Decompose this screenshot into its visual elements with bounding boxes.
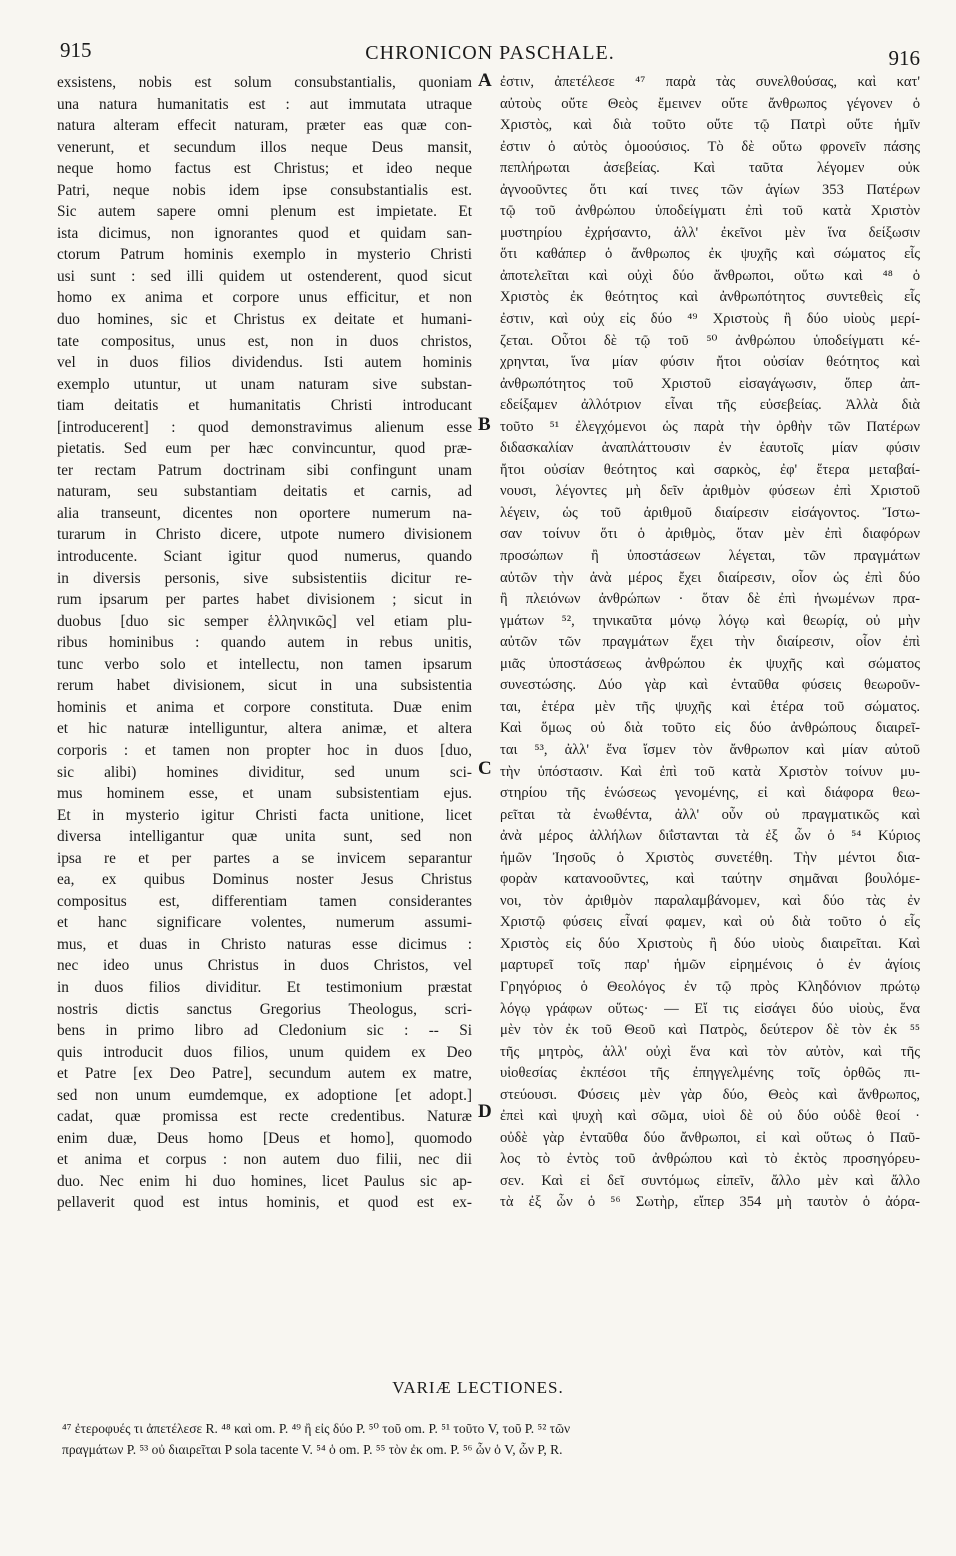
greek-text-line: διδασκαλίαν ἀναπλάττουσιν ἐν ἑαυτοῖς μίαν φύσιν <box>500 440 920 457</box>
latin-text-line: rerum habet divisionem, sicut in una subsistentia <box>57 677 472 695</box>
greek-text-line: τῷ τοῦ ἀνθρώπου ὑποδείγματι ἐπὶ τοῦ κατὰ Χριστὸν <box>500 203 920 220</box>
greek-text-line: χρηνται, ἵνα μίαν φύσιν ἤτοι οὐσίαν θεότητος καὶ <box>500 354 920 371</box>
latin-text-line: ea, ex quibus Dominus noster Jesus Christus <box>57 871 472 889</box>
greek-text-line: ἡμῶν Ἰησοῦς ὁ Χριστὸς συνετέθη. Τὴν μέντοι δια- <box>500 849 920 866</box>
latin-text-line: ista dicimus, non ignorantes quod et quidam san- <box>57 224 472 242</box>
greek-text-line: ἀνθρωπότητος τοῦ Χριστοῦ εἰσαγάγωσιν, ὅπερ ἀπ- <box>500 375 920 392</box>
greek-text-line: Γρηγόριος ὁ Θεολόγος ἐν τῷ πρὸς Κληδόνιον πρώτῳ <box>500 978 920 995</box>
latin-text-line: vel in duos filios dividendus. Isti autem hominis <box>57 354 472 372</box>
latin-text-line: mus, et duas in Christo naturas esse dicimus : <box>57 935 472 953</box>
latin-text-line: pellaverit quod est intus hominis, et quod est ex- <box>57 1194 472 1212</box>
greek-text-line: ἐστιν, καὶ οὐχ εἰς δύο ⁴⁹ Χριστοὺς ἢ δύο υἱοὺς μερί- <box>500 311 920 328</box>
latin-text-line: homo ex anima et corpore unus efficitur, et non <box>57 289 472 307</box>
greek-text-line: ἤτοι οὐσίαν θεότητος καὶ σαρκὸς, ἐφ' ἕτερα μεταβαί- <box>500 461 920 478</box>
latin-text-line: corporis : et tamen non propter hoc in duos [duo, <box>57 741 472 759</box>
greek-text-line: αὐτοὺς οὔτε Θεὸς ἔμεινεν οὔτε ἄνθρωπος γέγονεν ὁ <box>500 95 920 112</box>
margin-marker-d: D <box>478 1101 492 1122</box>
latin-text-line: ter rectam Patrum doctrinam sibi confingunt unam <box>57 461 472 479</box>
greek-text-line: ἀποτελεῖται καὶ οὐχὶ δύο ἄνθρωποι, οὕτω καὶ ⁴⁸ ὁ <box>500 267 920 284</box>
greek-text-line: ἐπεὶ καὶ ψυχὴ καὶ σῶμα, υἱοὶ δὲ οὐ δύο οὐδὲ θεοί · <box>500 1108 920 1125</box>
running-title: CHRONICON PASCHALE. <box>365 42 615 64</box>
greek-text-line: λέγειν, ὡς τοῦ ἀριθμοῦ διαίρεσιν εἰσάγοντος. Ἴστω- <box>500 504 920 521</box>
latin-text-line: exemplo utuntur, ut unam naturam sive substan- <box>57 375 472 393</box>
greek-text-line: ἢ πλειόνων ἀνθρώπων · ὅταν δὲ ἐπὶ ἡνωμένων πρα- <box>500 591 920 608</box>
greek-text-line: Χριστὸς, καὶ διὰ τοῦτο οὔτε τῷ Πατρὶ οὔτε ἡμῖν <box>500 117 920 134</box>
latin-text-line: tate compositus, unus est, non in duos christos, <box>57 332 472 350</box>
latin-text-line: bens in primo libro ad Cledonium sic : -- Si <box>57 1022 472 1040</box>
latin-text-line: rum ipsarum per partes habet divisionem ; sicut in <box>57 591 472 609</box>
greek-text-line: ζεται. Οὗτοι δὲ τῷ τοῦ ⁵⁰ ἀνθρώπου ὑποδείγματι κέ- <box>500 332 920 349</box>
greek-text-line: ρεῖται τὰ ἑνωθέντα, ἀλλ' οὖν οὐ πραγματικῶς καὶ <box>500 806 920 823</box>
greek-text-line: Χριστὸς εἰς δύο Χριστοὺς ἢ δύο υἱοὺς διαιρεῖται. Καὶ <box>500 935 920 952</box>
latin-text-line: alia transeunt, dicentes non oportere numerum na- <box>57 504 472 522</box>
latin-text-line: quis introducit duos filios, unum quidem ex Deo <box>57 1043 472 1061</box>
latin-text-line: introducente. Sciant igitur quod numerus, quando <box>57 548 472 566</box>
latin-text-line: in diversis personis, sive subsistentiis dicitur re- <box>57 569 472 587</box>
greek-text-line: τῆς μητρὸς, ἀλλ' οὐχὶ ἕνα καὶ τὸν αὐτὸν, καὶ τῆς <box>500 1043 920 1060</box>
latin-text-line: duo. Nec enim hi duo homines, licet Paulus sic ap- <box>57 1172 472 1190</box>
greek-text-line: στεύουσι. Φύσεις μὲν γὰρ δύο, Θεὸς καὶ ἄνθρωπος, <box>500 1086 920 1103</box>
margin-marker-b: B <box>478 414 491 435</box>
greek-text-line: τοῦτο ⁵¹ ἐλεγχόμενοι ὡς παρὰ τὴν ὀρθὴν τῶν Πατέρων <box>500 418 920 435</box>
latin-text-line: in duos filios dividitur. Et testimonium præstat <box>57 978 472 996</box>
greek-text-line: σαν τοίνυν ὅτι ὁ ἀριθμὸς, ὅταν μὲν ἐπὶ διαφόρων <box>500 526 920 543</box>
greek-text-line: νοι, τὸν ἀριθμὸν παραλαμβάνομεν, καὶ δύο τὰς ἐν <box>500 892 920 909</box>
latin-text-line: [introducerent] : quod demonstravimus alienum esse <box>57 418 472 436</box>
greek-text-line: ὅτι καθάπερ ὁ ἄνθρωπος ἐκ ψυχῆς καὶ σώματος εἷς <box>500 246 920 263</box>
greek-text-line: τὴν ὑπόστασιν. Καὶ ἐπὶ τοῦ κατὰ Χριστὸν τοίνυν μυ- <box>500 763 920 780</box>
latin-text-line: pietatis. Sed eum per hæc convincuntur, quod præ- <box>57 440 472 458</box>
latin-text-line: et hic naturæ intelliguntur, altera animæ, et altera <box>57 720 472 738</box>
latin-text-line: Et in mysterio igitur Christi facta unitione, licet <box>57 806 472 824</box>
latin-text-line: cadat, quæ promissa est recte credentibus. Naturæ <box>57 1108 472 1126</box>
greek-text-line: εδείξαμεν ἀλλότριον εἶναι τῆς εὐσεβείας. Ἀλλὰ διὰ <box>500 397 920 414</box>
greek-text-line: ἀνὰ μέρος ἀλλήλων διΐστανται τὰ ἐξ ὧν ὁ ⁵⁴ Κύριος <box>500 828 920 845</box>
variae-note-line: ⁴⁷ ἐτεροφυές τι ἀπετέλεσε R. ⁴⁸ καὶ om. P. ⁴⁹ ἢ εἰς δύο P. ⁵⁰ τοῦ om. P. ⁵¹ τοῦτο V, τοῦ P. ⁵² τῶν <box>62 1421 571 1436</box>
latin-text-line: tunc verbo solo et intellectu, non tamen ipsarum <box>57 655 472 673</box>
greek-text-line: ἐστιν, ἀπετέλεσε ⁴⁷ παρὰ τὰς συνελθούσας, καὶ κατ' <box>500 74 920 90</box>
margin-marker-c: C <box>478 758 492 779</box>
latin-text-line: naturam, seu substantiam deitatis et carnis, ad <box>57 483 472 501</box>
latin-text-line: natura alteram effecit naturam, præter eas quæ con- <box>57 117 472 135</box>
greek-text-line: μαρτυρεῖ τοῖς παρ' ἡμῶν εἰρημένοις ὁ ἐν ἁγίοις <box>500 957 920 974</box>
greek-text-line: Χριστῷ φύσεις εἶναί φαμεν, καὶ οὐ διὰ τοῦτο ὁ εἷς <box>500 914 920 931</box>
latin-text-line: et Patre [ex Deo Patre], secundum autem ex matre, <box>57 1065 472 1083</box>
latin-text-line: enim duæ, Deus homo [Deus et homo], quomodo <box>57 1129 472 1147</box>
right-page-number: 916 <box>888 46 920 70</box>
latin-text-line: et anima et corpus : non autem duo filii, nec dii <box>57 1151 472 1169</box>
latin-text-line: ipsa re et per partes a se invicem separantur <box>57 849 472 867</box>
latin-text-line: venerunt, et secundum illos neque Deus mansit, <box>57 138 472 156</box>
greek-text-line: γμάτων ⁵², τηνικαῦτα μόνῳ λόγῳ καὶ θεωρίᾳ, οὐ μὴν <box>500 612 920 629</box>
greek-text-line: ἀγνοοῦντες ὅτι καί τινες τῶν ἁγίων 353 Πατέρων <box>500 181 920 198</box>
greek-text-line: πεπλήρωται ἀσεβείας. Καὶ ταῦτα λέγομεν οὐκ <box>500 160 920 177</box>
variae-note-line: πραγμάτων P. ⁵³ οὐ διαιρεῖται P sola tacente V. ⁵⁴ ὁ om. P. ⁵⁵ τὸν ἐκ om. P. ⁵⁶ ὧν ὁ V, ὧν P, R. <box>62 1442 563 1457</box>
latin-text-line: ctorum Patrum hominis exemplo in mysterio Christi <box>57 246 472 264</box>
latin-text-line: sed non unum eumdemque, ex adoptione [et adopt.] <box>57 1086 472 1104</box>
greek-text-line: οὐδὲ γὰρ ἐνταῦθα δύο ἄνθρωποι, εἰ καὶ οὕτως ὁ Παῦ- <box>500 1129 920 1146</box>
latin-text-line: nostris dictis sanctus Gregorius Theologus, scri- <box>57 1000 472 1018</box>
greek-text-line: ται, ἑτέρα μὲν τῆς ψυχῆς καὶ ἑτέρα τοῦ σώματος. <box>500 698 920 715</box>
greek-text-line: σεν. Καὶ εἰ δεῖ συντόμως εἰπεῖν, ἄλλο μὲν καὶ ἄλλο <box>500 1172 920 1189</box>
greek-text-line: στηρίου τῆς ἑνώσεως γενομένης, εἰ καὶ διάφορα θεω- <box>500 785 920 802</box>
greek-text-line: λόγῳ γράφων οὕτως· — Εἴ τις εἰσάγει δύο υἱοὺς, ἕνα <box>500 1000 920 1017</box>
greek-text-line: τὰ ἐξ ὧν ὁ ⁵⁶ Σωτὴρ, εἴπερ 354 μὴ ταυτὸν ὁ ἀόρα- <box>500 1194 920 1211</box>
margin-marker-a: A <box>478 70 492 91</box>
latin-text-line: diversa intelligantur quæ unita sunt, sed non <box>57 828 472 846</box>
latin-text-line: nec ideo unus Christus in duos Christos, vel <box>57 957 472 975</box>
latin-text-line: sic alibi) homines dividitur, sed unum sci- <box>57 763 472 781</box>
variae-lectiones-title: VARIÆ LECTIONES. <box>392 1378 564 1397</box>
latin-text-line: duo homines, sic et Christus ex deitate et humani- <box>57 311 472 329</box>
left-page-number: 915 <box>60 38 92 62</box>
latin-text-line: tiam deitatis et humanitatis Christi introducant <box>57 397 472 415</box>
greek-text-line: προσώπων ἢ ὑποστάσεων λέγεται, τῶν πραγμάτων <box>500 548 920 565</box>
greek-text-line: ται ⁵³, ἀλλ' ἕνα ἴσμεν τὸν ἄνθρωπον καὶ μίαν αὐτοῦ <box>500 741 920 758</box>
greek-text-line: μιᾶς ὑποστάσεως ἀνθρώπου ἐκ ψυχῆς καὶ σώματος <box>500 655 920 672</box>
latin-text-line: duobus [duo sic semper ἑλληνικῶς] vel etiam plu- <box>57 612 472 630</box>
greek-text-line: ἐστιν ὁ αὐτὸς ὁμοούσιος. Τὸ δὲ οὕτω φρονεῖν πάσης <box>500 138 920 155</box>
greek-text-line: υἱοθεσίας ἐκπέσοι τῆς ἐπηγγελμένης τοῖς ὀρθῶς πι- <box>500 1065 920 1082</box>
greek-text-line: φορὰν κατανοοῦντες, καὶ ταύτην σημᾶναι βουλόμε- <box>500 871 920 888</box>
greek-text-line: αὐτῶν τῶν πραγμάτων ἔχει τὴν διαίρεσιν, οἷον ἐπὶ <box>500 634 920 651</box>
latin-text-line: usi sunt : sed illi quidem ut ostenderent, quod sicut <box>57 267 472 285</box>
latin-text-line: turarum in Christo dicere, utpote numero divisionem <box>57 526 472 544</box>
greek-text-line: συνεστώσης. Δύο γὰρ καὶ ἐνταῦθα φύσεις θεωροῦν- <box>500 677 920 694</box>
greek-text-line: Καὶ ὅμως οὐ διὰ τοῦτο εἰς δύο ἀνθρώπους διαιρεῖ- <box>500 720 920 737</box>
greek-text-line: μὲν τὸν ἐκ τοῦ Θεοῦ καὶ Πατρὸς, δεύτερον δὲ τὸν ἐκ ⁵⁵ <box>500 1022 920 1039</box>
greek-text-line: νουσι, λέγοντες μὴ δεῖν ἀριθμὸν φύσεων ἐπὶ Χριστοῦ <box>500 483 920 500</box>
greek-text-line: λος τὸ ἐντὸς τοῦ ἀνθρώπου καὶ τὸ ἐκτὸς προσηγόρευ- <box>500 1151 920 1168</box>
greek-text-line: μυστηρίου ἐχρήσαντο, ἀλλ' ἐκεῖνοι μὲν ἵνα δείξωσιν <box>500 224 920 241</box>
greek-text-line: Χριστὸς ἐκ θεότητος καὶ ἀνθρωπότητος συντεθεὶς εἷς <box>500 289 920 306</box>
greek-text-line: αὐτῶν τὴν ἀνὰ μέρος ἔχει διαίρεσιν, οἷον ὡς ἐπὶ δύο <box>500 569 920 586</box>
latin-text-line: una natura humanitatis est : aut immutata utraque <box>57 95 472 113</box>
latin-text-line: Sic autem sapere omni plenum est impietate. Et <box>57 203 472 221</box>
running-header <box>60 38 920 70</box>
latin-text-line: compositus est, differentiam tamen considerantes <box>57 892 472 910</box>
latin-text-line: hominis et anima et corpore constituta. Duæ enim <box>57 698 472 716</box>
latin-text-line: neque homo factus est Christus; et ideo neque <box>57 160 472 178</box>
latin-text-line: et hanc significare volentes, numerum assumi- <box>57 914 472 932</box>
latin-text-line: exsistens, nobis est solum consubstantialis, quoniam <box>57 74 472 91</box>
latin-column <box>57 72 472 1214</box>
latin-text-line: mus hominem esse, et unam subsistentiam ejus. <box>57 785 472 803</box>
latin-text-line: ribus hominibus : quando autem in rebus unitis, <box>57 634 472 652</box>
greek-column <box>500 72 920 1214</box>
variae-lectiones-notes <box>62 1418 912 1460</box>
latin-text-line: Patri, neque nobis idem ipse consubstantialis est. <box>57 181 472 199</box>
